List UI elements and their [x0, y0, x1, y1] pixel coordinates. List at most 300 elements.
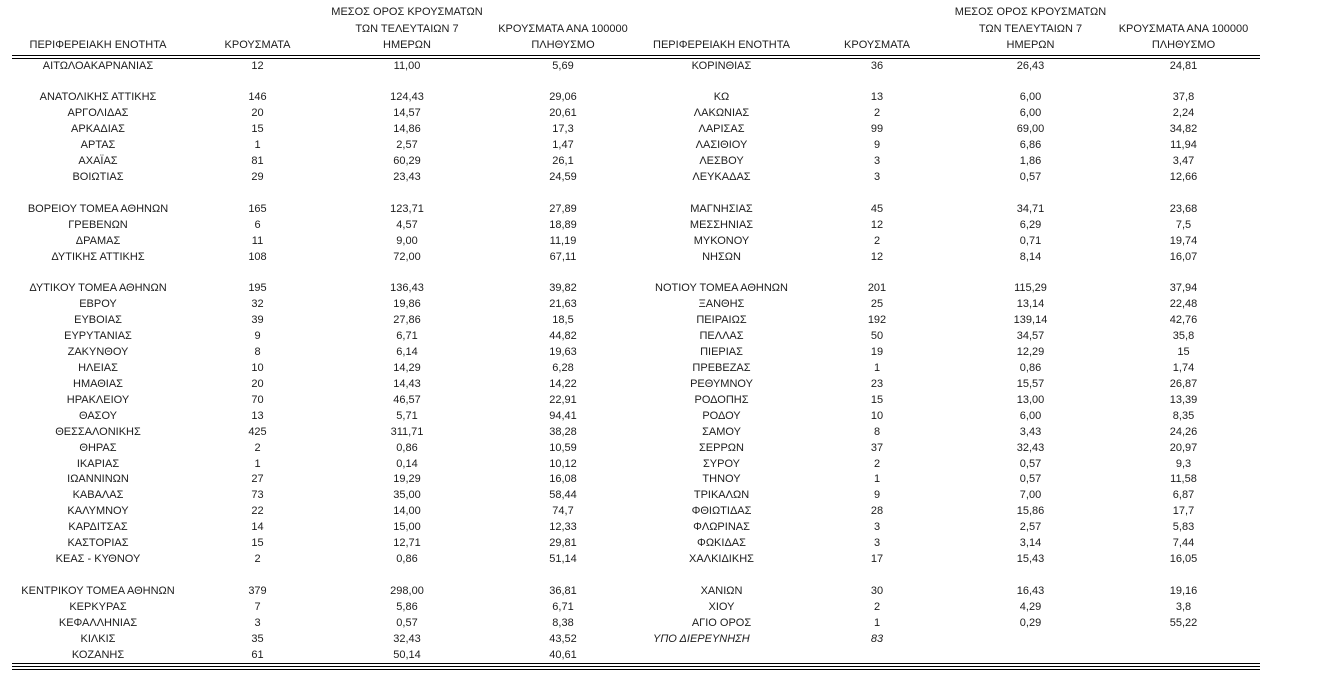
regional-cases-table: [12, 4, 1260, 664]
per100k-right: [1107, 186, 1260, 202]
per100k-right: 19,74: [1169, 234, 1198, 247]
region-name-left: ΚΑΣΤΟΡΙΑΣ: [67, 537, 129, 550]
per100k-left: [483, 265, 643, 281]
header-cases-left: [184, 4, 331, 59]
regional-cases-table-container: [12, 4, 1260, 670]
region-name-right: ΧΙΟΥ: [708, 600, 735, 613]
cases-left: 7: [254, 600, 261, 613]
avg7-right: 0,29: [1019, 616, 1042, 629]
cases-left: 195: [248, 282, 267, 295]
cases-right: 17: [870, 553, 884, 566]
table-row: [12, 552, 1260, 568]
avg7-right: 7,00: [1019, 489, 1042, 502]
region-name-right: ΡΟΔΟΠΗΣ: [694, 393, 749, 406]
per100k-left: [483, 186, 643, 202]
region-name-left: [12, 265, 184, 281]
per100k-left: 51,14: [549, 553, 577, 566]
avg7-left: 46,57: [393, 393, 421, 406]
per100k-left: 21,63: [549, 298, 577, 311]
region-name-right: ΦΛΩΡΙΝΑΣ: [693, 521, 750, 534]
avg7-right: 16,43: [1016, 584, 1045, 597]
per100k-left: 43,52: [549, 632, 577, 645]
per100k-right: [1107, 568, 1260, 584]
header-region-right-label: ΠΕΡΙΦΕΡΕΙΑΚΗ ΕΝΟΤΗΤΑ: [653, 39, 790, 51]
region-name-right: ΦΘΙΩΤΙΔΑΣ: [691, 505, 752, 518]
region-name-right: [643, 74, 800, 90]
region-name-left: ΚΕΝΤΡΙΚΟΥ ΤΟΜΕΑ ΑΘΗΝΩΝ: [21, 584, 175, 597]
cases-left: 165: [248, 202, 267, 215]
region-name-left: ΘΕΣΣΑΛΟΝΙΚΗΣ: [55, 425, 141, 438]
region-name-left: ΚΑΛΥΜΝΟΥ: [67, 505, 129, 518]
per100k-left: 39,82: [549, 282, 577, 295]
per100k-right: 12,66: [1169, 170, 1198, 183]
region-name-right: ΛΕΥΚΑΔΑΣ: [692, 170, 751, 183]
region-name-left: ΔΡΑΜΑΣ: [75, 234, 121, 247]
region-name-right: ΛΑΚΩΝΙΑΣ: [693, 107, 750, 120]
cases-left: 10: [251, 361, 264, 374]
avg7-left: [331, 74, 483, 90]
table-row: [12, 281, 1260, 297]
avg7-left: 12,71: [393, 537, 421, 550]
header-cases-right-label: ΚΡΟΥΣΜΑΤΑ: [844, 39, 910, 51]
avg7-left: 136,43: [390, 282, 424, 295]
per100k-right: 24,81: [1169, 59, 1198, 72]
cases-right: 15: [870, 393, 884, 406]
header-avg7-left: ΜΕΣΟΣ ΟΡΟΣ ΚΡΟΥΣΜΑΤΩΝ ΤΩΝ ΤΕΛΕΥΤΑΙΩΝ 7 ΗΜΕΡΩΝ: [331, 4, 483, 59]
per100k-right: 15: [1177, 346, 1190, 359]
per100k-left: 17,3: [552, 123, 574, 136]
cases-left: 108: [248, 250, 267, 263]
cases-left: 15: [251, 123, 264, 136]
region-name-right: ΤΡΙΚΑΛΩΝ: [693, 489, 750, 502]
cases-right: 3: [873, 521, 881, 534]
avg7-left: 0,14: [396, 457, 418, 470]
cases-left: 15: [251, 537, 264, 550]
cases-left: 13: [251, 409, 264, 422]
cases-left: 1: [254, 457, 261, 470]
cases-right: 19: [870, 346, 884, 359]
per100k-left: 29,81: [549, 537, 577, 550]
cases-right: 25: [870, 298, 884, 311]
avg7-left: [331, 568, 483, 584]
cases-right: 9: [873, 489, 881, 502]
per100k-left: 67,11: [549, 250, 577, 263]
per100k-left: 44,82: [549, 330, 577, 343]
table-row: [12, 265, 1260, 281]
cases-right: 83: [870, 632, 884, 645]
per100k-right: [1107, 74, 1260, 90]
cases-right: 2: [873, 107, 881, 120]
region-name-right: [643, 186, 800, 202]
per100k-right: 55,22: [1169, 616, 1198, 629]
avg7-left: 4,57: [396, 218, 418, 231]
per100k-right: 42,76: [1169, 314, 1198, 327]
table-row: [12, 377, 1260, 393]
table-row: [12, 202, 1260, 218]
region-name-left: ΚΕΑΣ - ΚΥΘΝΟΥ: [55, 553, 141, 566]
cases-left: 70: [251, 393, 264, 406]
region-name-left: ΑΝΑΤΟΛΙΚΗΣ ΑΤΤΙΚΗΣ: [39, 91, 157, 104]
per100k-right: [1107, 632, 1260, 648]
avg7-left: 11,00: [393, 59, 421, 72]
avg7-right: [954, 74, 1107, 90]
per100k-left: 18,89: [549, 218, 577, 231]
table-row: [12, 504, 1260, 520]
table-row: [12, 472, 1260, 488]
table-row: [12, 600, 1260, 616]
region-name-left: [12, 74, 184, 90]
table-row: [12, 59, 1260, 75]
per100k-left: 24,59: [549, 170, 577, 183]
cases-right: [800, 568, 954, 584]
cases-left: [184, 265, 331, 281]
per100k-right: 3,47: [1172, 155, 1195, 168]
cases-left: 35: [251, 632, 264, 645]
cases-left: 73: [251, 489, 264, 502]
per100k-left: 36,81: [549, 584, 577, 597]
table-row: [12, 170, 1260, 186]
cases-left: 20: [251, 377, 264, 390]
header-region-left-label: ΠΕΡΙΦΕΡΕΙΑΚΗ ΕΝΟΤΗΤΑ: [29, 39, 167, 51]
region-name-right: ΠΡΕΒΕΖΑΣ: [692, 361, 751, 374]
table-row: [12, 313, 1260, 329]
region-name-right: [643, 648, 800, 665]
cases-left: 22: [251, 505, 264, 518]
avg7-right: [954, 632, 1107, 648]
per100k-left: [483, 568, 643, 584]
table-row: [12, 488, 1260, 504]
cases-right: 8: [873, 425, 881, 438]
cases-left: [184, 568, 331, 584]
avg7-right: 3,14: [1019, 537, 1042, 550]
region-name-left: ΒΟΙΩΤΙΑΣ: [72, 170, 124, 183]
cases-left: 146: [248, 91, 267, 104]
cases-right: 23: [870, 377, 884, 390]
region-name-right: ΡΟΔΟΥ: [702, 409, 741, 422]
cases-left: 61: [184, 648, 331, 665]
table-row: [12, 154, 1260, 170]
cases-right: 2: [873, 457, 881, 470]
per100k-right: 20,97: [1169, 441, 1198, 454]
avg7-right: 115,29: [1014, 282, 1047, 295]
region-name-left: ΑΧΑΪΑΣ: [78, 155, 118, 168]
table-row: [12, 234, 1260, 250]
cases-left: 425: [248, 425, 267, 438]
avg7-left: 35,00: [393, 489, 421, 502]
region-name-left: [12, 186, 184, 202]
region-name-left: ΕΥΡΥΤΑΝΙΑΣ: [64, 330, 132, 343]
per100k-right: 3,8: [1175, 600, 1192, 613]
per100k-left: 11,19: [549, 234, 577, 247]
avg7-right: 1,86: [1019, 155, 1042, 168]
avg7-left: 23,43: [393, 170, 421, 183]
avg7-right: 3,43: [1019, 425, 1042, 438]
region-name-left: ΔΥΤΙΚΗΣ ΑΤΤΙΚΗΣ: [51, 250, 145, 263]
per100k-right: 5,83: [1172, 521, 1195, 534]
region-name-right: ΦΩΚΙΔΑΣ: [697, 537, 746, 550]
avg7-right: 13,14: [1016, 298, 1045, 311]
per100k-left: 74,7: [552, 505, 574, 518]
per100k-right: 2,24: [1172, 107, 1195, 120]
cases-right: 1: [873, 361, 881, 374]
per100k-right: [1107, 648, 1260, 665]
table-row: [12, 425, 1260, 441]
table-row: [12, 90, 1260, 106]
per100k-right: [1107, 265, 1260, 281]
table-row: [12, 345, 1260, 361]
region-name-left: ΒΟΡΕΙΟΥ ΤΟΜΕΑ ΑΘΗΝΩΝ: [27, 202, 169, 215]
per100k-right: 16,05: [1169, 553, 1198, 566]
cases-left: 20: [251, 107, 264, 120]
avg7-right: 12,29: [1016, 346, 1045, 359]
header-per100k-right: ΚΡΟΥΣΜΑΤΑ ΑΝΑ 100000 ΠΛΗΘΥΣΜΟ: [1107, 4, 1260, 59]
cases-left: 14: [251, 521, 264, 534]
region-name-right: ΛΕΣΒΟΥ: [699, 155, 744, 168]
per100k-left: 40,61: [483, 648, 643, 665]
avg7-right: 34,57: [1016, 330, 1045, 343]
avg7-left: 5,71: [396, 409, 418, 422]
avg7-right: 26,43: [1016, 59, 1045, 72]
avg7-left: 311,71: [390, 425, 424, 438]
table-row: [12, 536, 1260, 552]
per100k-left: 5,69: [552, 59, 574, 72]
avg7-left: 14,86: [393, 123, 421, 136]
per100k-right: 23,68: [1169, 202, 1198, 215]
per100k-right: 1,74: [1172, 361, 1195, 374]
cases-left: [184, 186, 331, 202]
table-header: [12, 4, 1260, 59]
region-name-left: ΚΙΛΚΙΣ: [80, 632, 116, 645]
table-row: [12, 393, 1260, 409]
table-row: [12, 409, 1260, 425]
per100k-left: 27,89: [549, 202, 577, 215]
region-name-right: ΚΩ: [713, 91, 730, 104]
cases-left: 9: [254, 330, 261, 343]
per100k-right: 26,87: [1169, 377, 1198, 390]
per100k-right: 22,48: [1169, 298, 1198, 311]
header-per100k-left: ΚΡΟΥΣΜΑΤΑ ΑΝΑ 100000 ΠΛΗΘΥΣΜΟ: [483, 4, 643, 59]
avg7-right: 32,43: [1016, 441, 1045, 454]
cases-right: 99: [870, 123, 884, 136]
avg7-right: 6,00: [1019, 107, 1042, 120]
avg7-left: 0,57: [396, 616, 418, 629]
region-name-right: ΜΕΣΣΗΝΙΑΣ: [689, 218, 754, 231]
per100k-left: 38,28: [549, 425, 577, 438]
region-name-left: [12, 568, 184, 584]
cases-right: 1: [873, 616, 881, 629]
cases-left: 81: [251, 155, 264, 168]
cases-left: 39: [251, 314, 264, 327]
table-row: [12, 250, 1260, 266]
cases-right: 28: [870, 505, 884, 518]
cases-left: 2: [254, 553, 261, 566]
table-row: [12, 74, 1260, 90]
table-row: [12, 106, 1260, 122]
per100k-right: 13,39: [1169, 393, 1198, 406]
table-row: [12, 568, 1260, 584]
table-row: [12, 218, 1260, 234]
avg7-left: 72,00: [393, 250, 421, 263]
region-name-right: ΝΟΤΙΟΥ ΤΟΜΕΑ ΑΘΗΝΩΝ: [655, 282, 788, 295]
region-name-right: ΣΕΡΡΩΝ: [699, 441, 744, 454]
per100k-left: 58,44: [549, 489, 577, 502]
table-row: [12, 297, 1260, 313]
region-name-right: [643, 568, 800, 584]
region-name-right: ΧΑΝΙΩΝ: [700, 584, 743, 597]
region-name-right: ΛΑΣΙΘΙΟΥ: [695, 139, 748, 152]
per100k-left: 26,1: [552, 155, 574, 168]
cases-right: [800, 265, 954, 281]
region-name-left: ΔΥΤΙΚΟΥ ΤΟΜΕΑ ΑΘΗΝΩΝ: [29, 282, 167, 295]
region-name-left: ΗΡΑΚΛΕΙΟΥ: [66, 393, 130, 406]
avg7-right: 0,57: [1019, 457, 1042, 470]
per100k-right: 11,94: [1170, 139, 1197, 152]
region-name-left: ΘΑΣΟΥ: [78, 409, 118, 422]
avg7-right: [954, 648, 1107, 665]
avg7-left: 0,86: [396, 553, 418, 566]
avg7-left: 5,86: [396, 600, 418, 613]
avg7-right: [954, 186, 1107, 202]
region-name-left: ΗΛΕΙΑΣ: [78, 361, 118, 374]
per100k-left: 16,08: [549, 473, 577, 486]
avg7-right: 6,00: [1019, 91, 1042, 104]
per100k-left: 8,38: [552, 616, 574, 629]
table-row: [12, 457, 1260, 473]
region-name-left: ΕΒΡΟΥ: [79, 298, 117, 311]
avg7-right: 2,57: [1019, 521, 1042, 534]
region-name-right: ΞΑΝΘΗΣ: [698, 298, 745, 311]
cases-right: 12: [870, 218, 884, 231]
cases-left: 3: [254, 616, 261, 629]
avg7-left: [331, 265, 483, 281]
avg7-left: 2,57: [396, 139, 418, 152]
avg7-left: 123,71: [390, 202, 424, 215]
avg7-right: 139,14: [1013, 314, 1048, 327]
table-row: [12, 616, 1260, 632]
table-row: [12, 648, 1260, 665]
avg7-left: 6,14: [396, 346, 418, 359]
avg7-right: 0,57: [1019, 170, 1042, 183]
avg7-right: 15,57: [1016, 377, 1045, 390]
header-cases-right: [800, 4, 954, 59]
avg7-left: 14,57: [393, 107, 421, 120]
per100k-left: 18,5: [552, 314, 574, 327]
cases-left: 379: [248, 584, 267, 597]
region-name-right: ΛΑΡΙΣΑΣ: [698, 123, 745, 136]
per100k-left: 20,61: [549, 107, 577, 120]
cases-right: 12: [870, 250, 884, 263]
table-row: [12, 329, 1260, 345]
avg7-right: 34,71: [1016, 202, 1045, 215]
avg7-right: 13,00: [1016, 393, 1045, 406]
header-row: [12, 4, 1260, 59]
avg7-left: 14,43: [393, 377, 421, 390]
region-name-left: ΘΗΡΑΣ: [79, 441, 117, 454]
cases-left: 6: [254, 218, 261, 231]
cases-right: 3: [873, 155, 881, 168]
cases-left: 27: [251, 473, 264, 486]
region-name-right: ΣΑΜΟΥ: [702, 425, 741, 438]
region-name-left: ΗΜΑΘΙΑΣ: [73, 377, 123, 390]
region-name-left: ΑΡΓΟΛΙΔΑΣ: [67, 107, 129, 120]
region-name-right: ΧΑΛΚΙΔΙΚΗΣ: [689, 553, 754, 566]
avg7-left: 9,00: [396, 234, 418, 247]
cases-right: 3: [873, 170, 881, 183]
per100k-left: 6,28: [552, 361, 574, 374]
header-avg7-right: ΜΕΣΟΣ ΟΡΟΣ ΚΡΟΥΣΜΑΤΩΝ ΤΩΝ ΤΕΛΕΥΤΑΙΩΝ 7 ΗΜΕΡΩΝ: [954, 4, 1107, 59]
region-name-left: ΑΙΤΩΛΟΑΚΑΡΝΑΝΙΑΣ: [42, 59, 154, 72]
avg7-left: 0,86: [396, 441, 418, 454]
per100k-right: 6,87: [1172, 489, 1195, 502]
avg7-left: 50,14: [331, 648, 483, 665]
cases-right: 1: [873, 473, 881, 486]
cases-left: 12: [251, 59, 264, 72]
cases-right: 30: [870, 584, 884, 597]
table-row: [12, 186, 1260, 202]
cases-right: 10: [870, 409, 884, 422]
table-row: [12, 361, 1260, 377]
avg7-left: 6,71: [396, 330, 418, 343]
avg7-left: 298,00: [390, 584, 424, 597]
avg7-right: [954, 265, 1107, 281]
avg7-right: 69,00: [1016, 123, 1045, 136]
region-name-right: ΚΟΡΙΝΘΙΑΣ: [691, 59, 752, 72]
per100k-left: 1,47: [552, 139, 574, 152]
cases-right: 37: [870, 441, 884, 454]
table-row: [12, 441, 1260, 457]
per100k-left: 29,06: [549, 91, 577, 104]
avg7-left: 19,86: [393, 298, 421, 311]
avg7-right: 6,29: [1019, 218, 1042, 231]
per100k-right: 19,16: [1169, 584, 1198, 597]
per100k-left: 14,22: [549, 377, 577, 390]
cases-right: 2: [873, 600, 881, 613]
avg7-right: 0,86: [1019, 361, 1042, 374]
per100k-left: 12,33: [549, 521, 577, 534]
region-name-right: ΡΕΘΥΜΝΟΥ: [690, 377, 753, 390]
cases-left: 2: [254, 441, 261, 454]
per100k-left: 94,41: [549, 409, 577, 422]
region-name-right: ΣΥΡΟΥ: [702, 457, 740, 470]
cases-right: 9: [873, 139, 881, 152]
header-region-left: [12, 4, 184, 59]
avg7-right: 8,14: [1019, 250, 1042, 263]
per100k-right: 37,94: [1169, 282, 1198, 295]
cases-right: [800, 74, 954, 90]
table-row: [12, 632, 1260, 648]
region-name-left: ΙΩΑΝΝΙΝΩΝ: [67, 473, 129, 486]
region-name-right: ΜΥΚΟΝΟΥ: [693, 234, 750, 247]
cases-right: 36: [870, 59, 884, 72]
region-name-left: ΚΑΒΑΛΑΣ: [72, 489, 124, 502]
region-name-right: ΠΙΕΡΙΑΣ: [700, 346, 743, 359]
avg7-right: 0,71: [1019, 234, 1042, 247]
per100k-left: 10,12: [549, 457, 577, 470]
region-name-left: ΕΥΒΟΙΑΣ: [74, 314, 122, 327]
cases-right: [800, 648, 954, 665]
region-name-right: ΤΗΝΟΥ: [702, 473, 741, 486]
region-name-right: ΝΗΣΩΝ: [702, 250, 741, 263]
avg7-left: 60,29: [393, 155, 421, 168]
per100k-right: 9,3: [1175, 457, 1192, 470]
cases-right: [800, 186, 954, 202]
header-region-right: [643, 4, 800, 59]
cases-left: 32: [251, 298, 264, 311]
per100k-right: 34,82: [1169, 123, 1198, 136]
per100k-left: 10,59: [549, 441, 577, 454]
avg7-left: 14,00: [393, 505, 421, 518]
header-cases-left-label: ΚΡΟΥΣΜΑΤΑ: [224, 39, 291, 51]
